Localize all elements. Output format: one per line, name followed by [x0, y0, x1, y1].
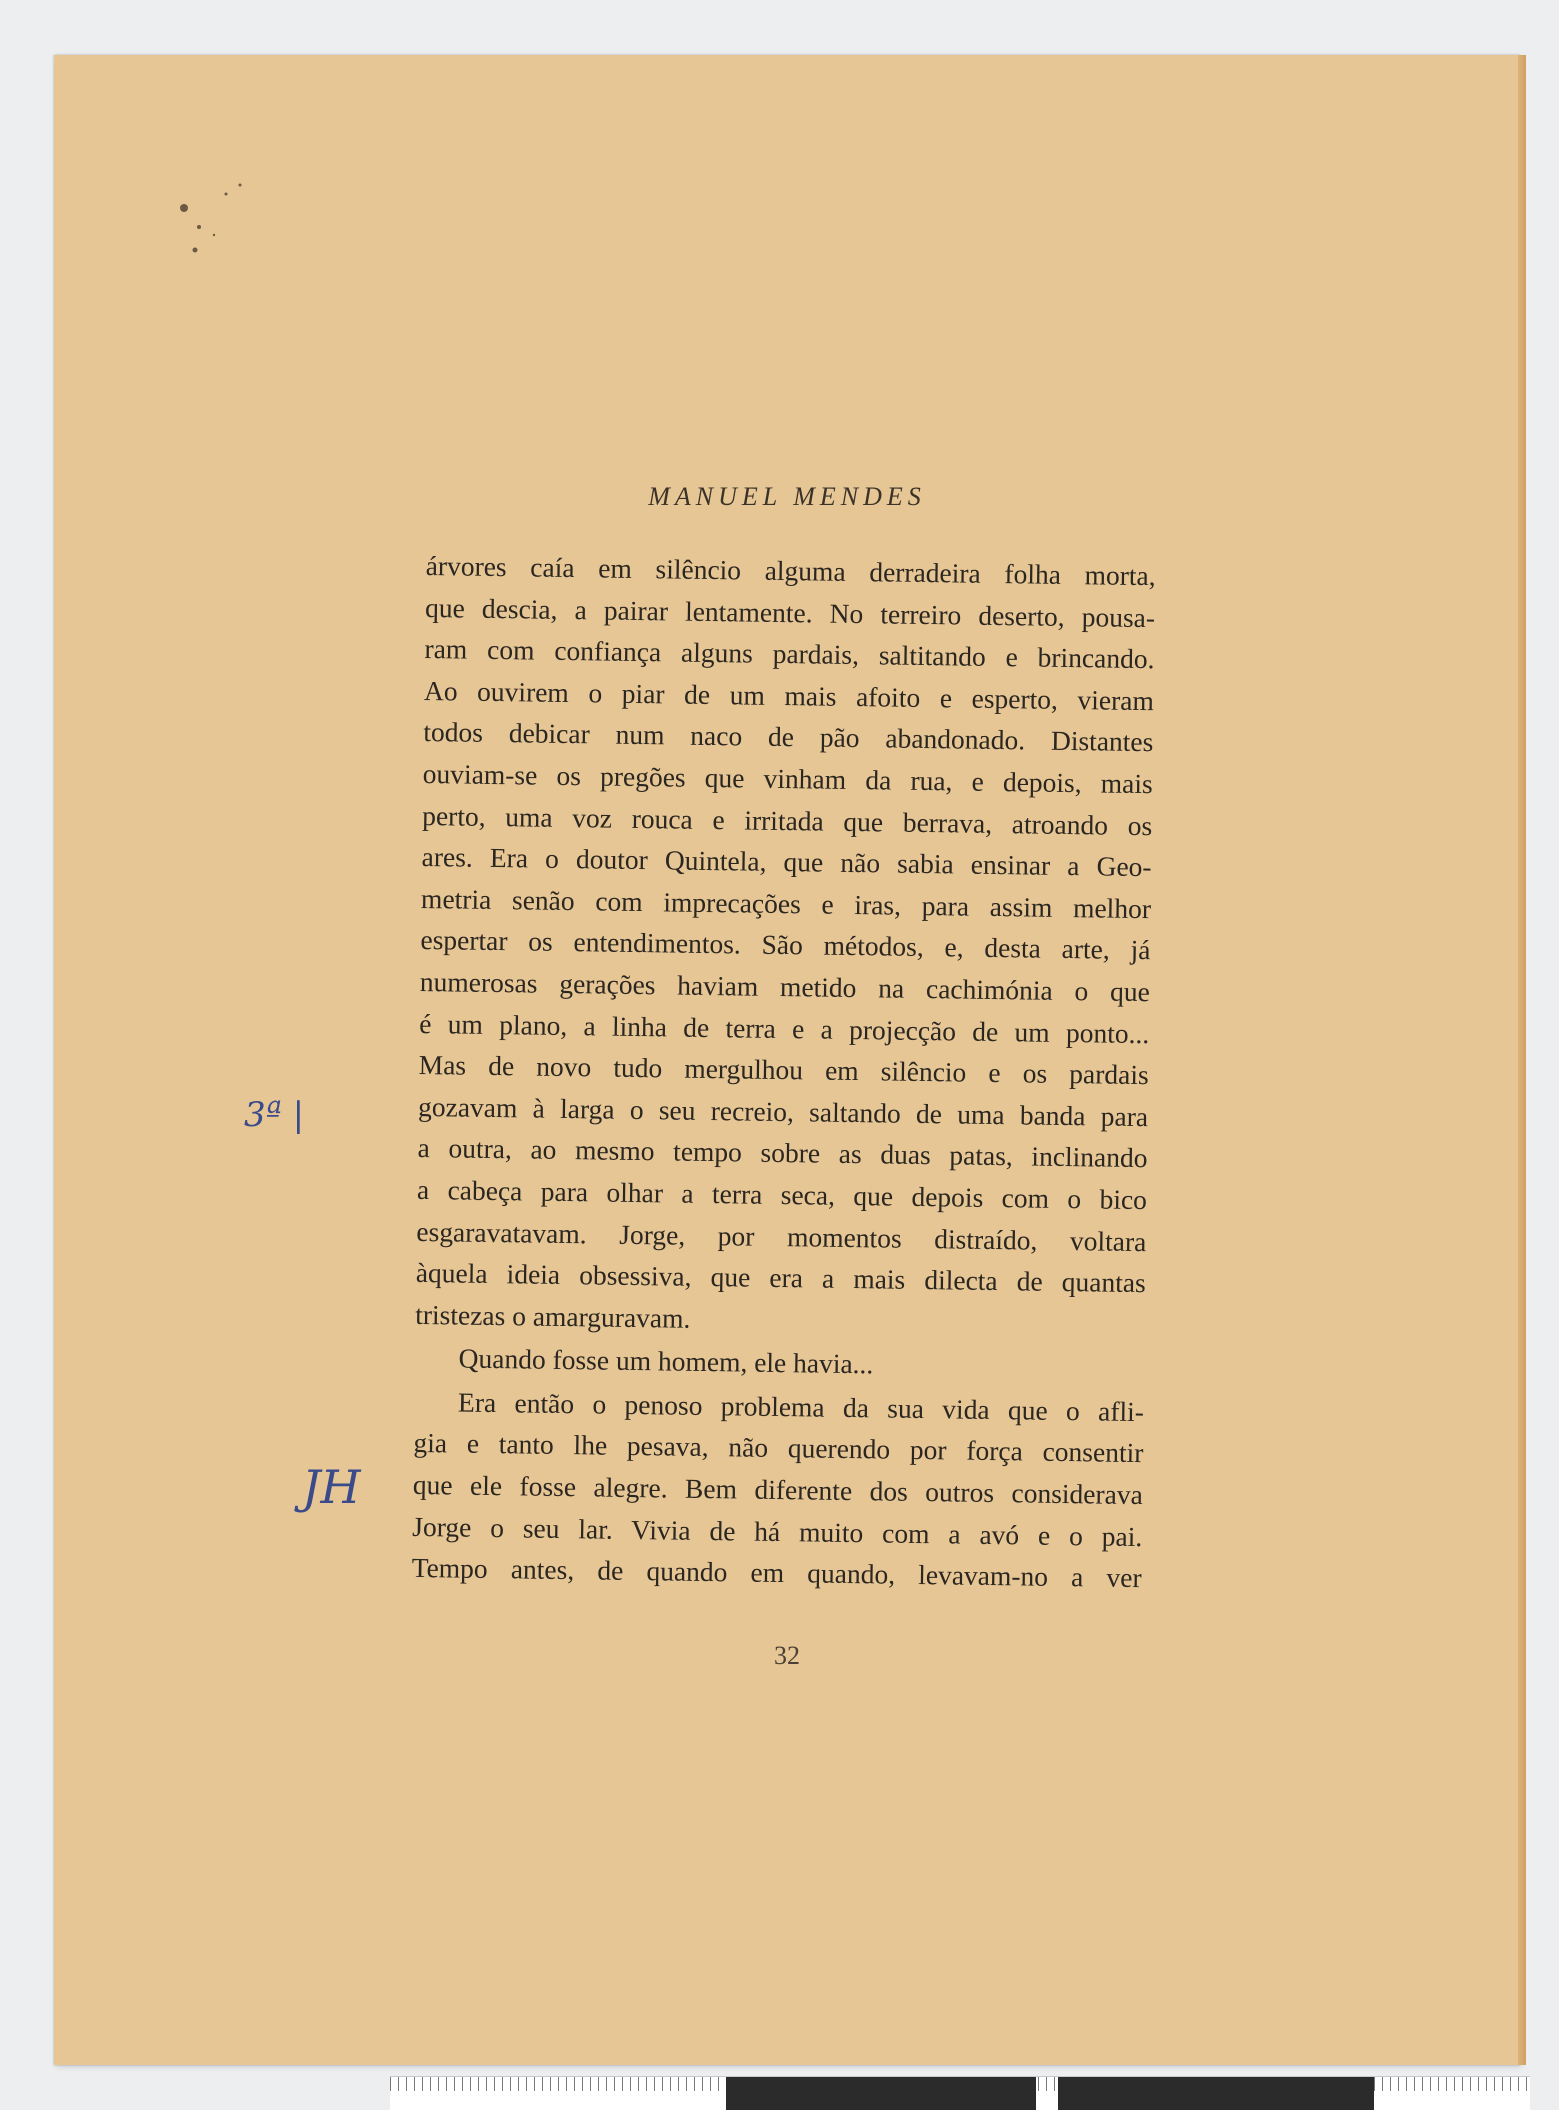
- text-line: Mas de novo tudo mergulhou em silêncio e os pardais: [418, 1049, 1149, 1091]
- text-line: àquela ideia obsessiva, que era a mais dilecta de quantas: [415, 1257, 1146, 1299]
- text-line: a outra, ao mesmo tempo sobre as duas patas, inclinando: [417, 1132, 1148, 1174]
- text-line: esgaravatavam. Jorge, por momentos distraído, voltara: [416, 1215, 1147, 1257]
- text-line: árvores caía em silêncio alguma derradeira folha morta,: [425, 549, 1156, 592]
- paragraph-3: [411, 1381, 1144, 1599]
- text-line: perto, uma voz rouca e irritada que berrava, atroando os: [422, 799, 1153, 841]
- text-line: a cabeça para olhar a terra seca, que depois com o bico: [416, 1173, 1148, 1216]
- book-page: [54, 55, 1520, 2065]
- handwritten-annotation: 3ª |: [244, 1095, 305, 1135]
- text-line: tristezas o amarguravam.: [415, 1298, 691, 1334]
- text-line: que ele fosse alegre. Bem diferente dos outros considerava: [412, 1468, 1144, 1511]
- text-line: espertar os entendimentos. São métodos, e, desta arte, já: [420, 924, 1151, 966]
- text-line: ouviam-se os pregões que vinham da rua, e depois, mais: [422, 757, 1153, 800]
- page-number: 32: [774, 1641, 800, 1670]
- text-line: todos debicar num naco de pão abandonado. Distantes: [423, 716, 1154, 758]
- ruler-black-bar: [726, 2077, 1036, 2110]
- text-line: gozavam à larga o seu recreio, saltando de uma banda para: [417, 1090, 1149, 1132]
- paragraph-1: [415, 545, 1156, 1345]
- text-line: que descia, a pairar lentamente. No terreiro deserto, pousa-: [424, 591, 1156, 633]
- text-line: ares. Era o doutor Quintela, que não sabia ensinar a Geo-: [421, 841, 1152, 883]
- text-line: é um plano, a linha de terra e a projecção de um ponto...: [419, 1007, 1150, 1049]
- text-line: Jorge o seu lar. Vivia de há muito com a avó e o pai.: [412, 1510, 1143, 1552]
- ruler-black-bar: [1058, 2077, 1374, 2110]
- running-head: MANUEL MENDES: [648, 482, 926, 511]
- page-specks: [114, 110, 274, 260]
- text-line: Ao ouvirem o piar de um mais afoito e esperto, vieram: [423, 674, 1155, 716]
- text-line: ram com confiança alguns pardais, saltitando e brincando.: [424, 633, 1155, 675]
- handwritten-initials: JH: [302, 1460, 361, 1514]
- body-text: [411, 545, 1156, 1599]
- text-line: Era então o penoso problema da sua vida que o afli-: [457, 1386, 1145, 1427]
- text-line: Quando fosse um homem, ele havia...: [458, 1342, 874, 1380]
- scale-ruler: [390, 2076, 1530, 2110]
- text-line: numerosas gerações haviam metido na cachimónia o que: [419, 965, 1151, 1008]
- text-line: gia e tanto lhe pesava, não querendo por força consentir: [413, 1427, 1144, 1469]
- text-line: Tempo antes, de quando em quando, levavam-no a ver: [411, 1552, 1142, 1594]
- text-line: metria senão com imprecações e iras, para assim melhor: [420, 882, 1152, 924]
